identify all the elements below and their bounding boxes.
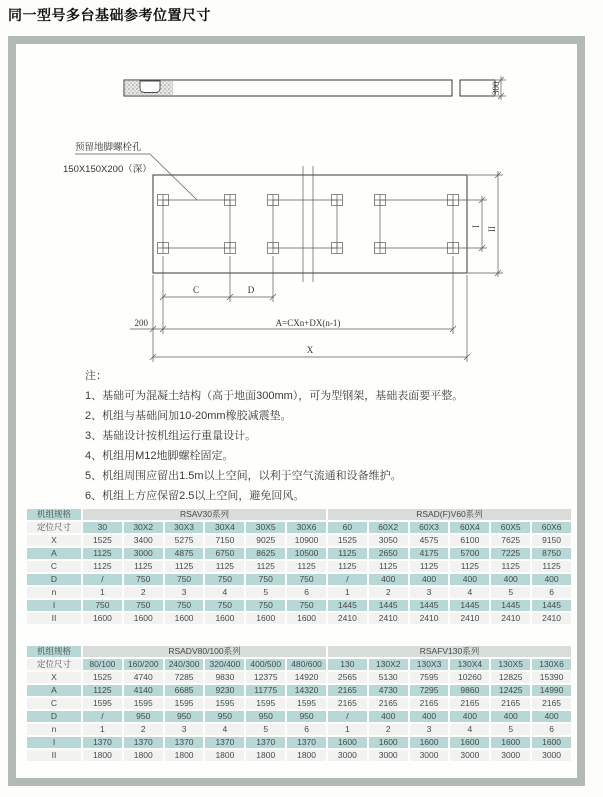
value-cell: 1600	[246, 613, 285, 624]
value-cell: 9230	[205, 685, 244, 696]
value-cell: 2	[369, 724, 408, 735]
dimension-row-A	[27, 685, 571, 696]
value-cell: 1370	[165, 737, 204, 748]
value-cell: 1800	[165, 750, 204, 761]
note-item: 3、基础设计按机组运行重量设计。	[85, 430, 257, 442]
row-label: II	[27, 613, 81, 624]
value-cell: 6	[532, 724, 571, 735]
model-label: 130X4	[450, 659, 489, 670]
dim-I-label: I	[471, 225, 481, 228]
model-label: 60X3	[410, 522, 449, 533]
value-cell: 750	[287, 600, 326, 611]
value-cell: 1800	[287, 750, 326, 761]
dim-II-label: II	[487, 226, 497, 232]
value-cell: 2410	[410, 613, 449, 624]
dim-C-label: C	[192, 285, 200, 295]
value-cell: 2410	[450, 613, 489, 624]
model-label: 60X6	[532, 522, 571, 533]
model-label: 30X5	[246, 522, 285, 533]
value-cell: 14920	[287, 672, 326, 683]
value-cell: 1525	[328, 535, 367, 546]
value-cell: 400	[369, 711, 408, 722]
value-cell: 2410	[369, 613, 408, 624]
value-cell: 1600	[369, 737, 408, 748]
value-cell: 1445	[410, 600, 449, 611]
model-label: 130X3	[410, 659, 449, 670]
model-label: 30X2	[124, 522, 163, 533]
value-cell: 6	[287, 724, 326, 735]
value-cell: 8625	[246, 548, 285, 559]
model-label: 160/200	[124, 659, 163, 670]
value-cell: 4	[450, 587, 489, 598]
value-cell: 4740	[124, 672, 163, 683]
dimension-row-II	[27, 613, 571, 624]
series-name: RSAFV130系列	[328, 646, 571, 657]
corner-label: 机组规格	[27, 646, 81, 657]
value-cell: 1600	[287, 613, 326, 624]
dim-300-label: 300	[491, 81, 501, 95]
value-cell: 4	[205, 724, 244, 735]
value-cell: 5	[491, 724, 530, 735]
value-cell: 750	[165, 574, 204, 585]
note-item: 4、机组用M12地脚螺栓固定。	[85, 450, 234, 462]
value-cell: 1125	[83, 548, 122, 559]
value-cell: 2165	[328, 698, 367, 709]
value-cell: 3	[165, 587, 204, 598]
row-label: n	[27, 724, 81, 735]
value-cell: 4	[205, 587, 244, 598]
value-cell: 1125	[450, 561, 489, 572]
bolt-hole-label-line2: 150X150X200（深）	[63, 164, 152, 175]
series-name: RSAV30系列	[83, 509, 326, 520]
value-cell: 12425	[491, 685, 530, 696]
dimension-row-n	[27, 587, 571, 598]
value-cell: 750	[124, 574, 163, 585]
value-cell: 2410	[328, 613, 367, 624]
page-title: 同一型号多台基础参考位置尺寸	[8, 7, 211, 23]
value-cell: 14320	[287, 685, 326, 696]
value-cell: 1600	[328, 737, 367, 748]
dimension-row-C	[27, 698, 571, 709]
value-cell: 9150	[532, 535, 571, 546]
model-label: 30X4	[205, 522, 244, 533]
dimension-row-I	[27, 600, 571, 611]
value-cell: 1	[83, 587, 122, 598]
value-cell: 3400	[124, 535, 163, 546]
value-cell: 2	[369, 587, 408, 598]
value-cell: 1595	[246, 698, 285, 709]
value-cell: 11775	[246, 685, 285, 696]
value-cell: 1595	[83, 698, 122, 709]
value-cell: 5700	[450, 548, 489, 559]
value-cell: 2165	[369, 698, 408, 709]
dimension-row-II	[27, 750, 571, 761]
value-cell: 1445	[532, 600, 571, 611]
value-cell: 3050	[369, 535, 408, 546]
value-cell: 4575	[410, 535, 449, 546]
row-label: A	[27, 548, 81, 559]
value-cell: 750	[165, 600, 204, 611]
value-cell: 950	[287, 711, 326, 722]
value-cell: 950	[205, 711, 244, 722]
value-cell: 6	[532, 587, 571, 598]
value-cell: 400	[410, 711, 449, 722]
value-cell: /	[328, 574, 367, 585]
model-label: 30X6	[287, 522, 326, 533]
value-cell: 2410	[532, 613, 571, 624]
model-label: 400/500	[246, 659, 285, 670]
model-header-row	[27, 659, 571, 670]
value-cell: 1595	[124, 698, 163, 709]
value-cell: 1800	[124, 750, 163, 761]
corner-label: 机组规格	[27, 509, 81, 520]
value-cell: 1595	[165, 698, 204, 709]
value-cell: 2	[124, 724, 163, 735]
row-label: I	[27, 600, 81, 611]
value-cell: 1125	[165, 561, 204, 572]
value-cell: 1	[83, 724, 122, 735]
value-cell: 1600	[165, 613, 204, 624]
value-cell: 950	[124, 711, 163, 722]
value-cell: 1125	[410, 561, 449, 572]
model-label: 240/300	[165, 659, 204, 670]
value-cell: 1125	[532, 561, 571, 572]
value-cell: 750	[83, 600, 122, 611]
value-cell: 10260	[450, 672, 489, 683]
value-cell: 1125	[83, 561, 122, 572]
row-label: A	[27, 685, 81, 696]
row-header-label: 定位尺寸	[27, 659, 81, 670]
value-cell: 1370	[205, 737, 244, 748]
value-cell: 3000	[450, 750, 489, 761]
value-cell: 1445	[491, 600, 530, 611]
value-cell: 1370	[246, 737, 285, 748]
dimension-row-A	[27, 548, 571, 559]
value-cell: 750	[246, 600, 285, 611]
dimension-row-n	[27, 724, 571, 735]
series-header-row	[27, 646, 571, 657]
row-header-label: 定位尺寸	[27, 522, 81, 533]
value-cell: 2410	[491, 613, 530, 624]
value-cell: 1370	[287, 737, 326, 748]
value-cell: 3000	[369, 750, 408, 761]
dimension-row-I	[27, 737, 571, 748]
value-cell: 4140	[124, 685, 163, 696]
value-cell: 1	[328, 587, 367, 598]
value-cell: 1125	[205, 561, 244, 572]
series-name: RSAD(F)V60系列	[328, 509, 571, 520]
note-item: 5、机组周围应留出1.5m以上空间，以利于空气流通和设备维护。	[85, 470, 402, 482]
dimension-table-2	[25, 644, 573, 763]
value-cell: 400	[532, 711, 571, 722]
value-cell: 1125	[287, 561, 326, 572]
value-cell: 2165	[328, 685, 367, 696]
value-cell: 750	[205, 600, 244, 611]
model-label: 480/600	[287, 659, 326, 670]
value-cell: 3000	[328, 750, 367, 761]
value-cell: 4875	[165, 548, 204, 559]
value-cell: 400	[450, 574, 489, 585]
value-cell: 1600	[410, 737, 449, 748]
value-cell: 400	[532, 574, 571, 585]
model-label: 60X2	[369, 522, 408, 533]
row-label: I	[27, 737, 81, 748]
value-cell: 12375	[246, 672, 285, 683]
value-cell: 4175	[410, 548, 449, 559]
value-cell: /	[83, 574, 122, 585]
value-cell: 2165	[450, 698, 489, 709]
value-cell: 14990	[532, 685, 571, 696]
value-cell: 2165	[532, 698, 571, 709]
row-label: X	[27, 535, 81, 546]
value-cell: 400	[450, 711, 489, 722]
value-cell: 2	[124, 587, 163, 598]
notes-section	[85, 366, 555, 506]
value-cell: 7295	[410, 685, 449, 696]
bolt-hole-label-line1: 预留地脚螺栓孔	[75, 142, 142, 153]
model-label: 130X2	[369, 659, 408, 670]
value-cell: 1445	[369, 600, 408, 611]
value-cell: 2650	[369, 548, 408, 559]
value-cell: 8750	[532, 548, 571, 559]
value-cell: 750	[124, 600, 163, 611]
value-cell: 4	[450, 724, 489, 735]
notes-heading: 注：	[85, 370, 107, 382]
value-cell: 9025	[246, 535, 285, 546]
value-cell: 3000	[124, 548, 163, 559]
value-cell: 1595	[287, 698, 326, 709]
value-cell: 950	[246, 711, 285, 722]
value-cell: 6100	[450, 535, 489, 546]
value-cell: 1370	[124, 737, 163, 748]
value-cell: 400	[491, 574, 530, 585]
value-cell: 1125	[369, 561, 408, 572]
model-header-row	[27, 522, 571, 533]
value-cell: 1800	[205, 750, 244, 761]
value-cell: 1125	[328, 561, 367, 572]
series-header-row	[27, 509, 571, 520]
value-cell: 1600	[205, 613, 244, 624]
value-cell: /	[83, 711, 122, 722]
row-label: II	[27, 750, 81, 761]
model-label: 30	[83, 522, 122, 533]
value-cell: 12825	[491, 672, 530, 683]
value-cell: 1600	[83, 613, 122, 624]
value-cell: 5130	[369, 672, 408, 683]
row-label: X	[27, 672, 81, 683]
model-label: 130X6	[532, 659, 571, 670]
value-cell: 1595	[205, 698, 244, 709]
value-cell: 7225	[491, 548, 530, 559]
value-cell: 10500	[287, 548, 326, 559]
value-cell: 9830	[205, 672, 244, 683]
value-cell: 1125	[328, 548, 367, 559]
value-cell: 7625	[491, 535, 530, 546]
model-label: 320/400	[205, 659, 244, 670]
value-cell: 3	[410, 724, 449, 735]
value-cell: 10900	[287, 535, 326, 546]
row-label: D	[27, 574, 81, 585]
value-cell: 7150	[205, 535, 244, 546]
value-cell: 2565	[328, 672, 367, 683]
value-cell: 2165	[410, 698, 449, 709]
dim-X-label: X	[306, 345, 314, 355]
value-cell: 400	[369, 574, 408, 585]
value-cell: 1600	[532, 737, 571, 748]
value-cell: 6	[287, 587, 326, 598]
value-cell: 15390	[532, 672, 571, 683]
dimension-table-1	[25, 507, 573, 626]
value-cell: 5	[491, 587, 530, 598]
note-item: 2、机组与基础间加10-20mm橡胶减震垫。	[85, 410, 292, 422]
dim-200-label: 200	[134, 318, 148, 328]
value-cell: 1525	[83, 535, 122, 546]
model-label: 60	[328, 522, 367, 533]
dim-D-label: D	[247, 285, 255, 295]
note-item: 1、基础可为混凝土结构（高于地面300mm），可为型钢架，基础表面要平整。	[85, 390, 464, 402]
value-cell: 1445	[328, 600, 367, 611]
value-cell: 400	[491, 711, 530, 722]
series-name: RSADV80/100系列	[83, 646, 326, 657]
value-cell: 750	[205, 574, 244, 585]
value-cell: 6685	[165, 685, 204, 696]
model-label: 130X5	[491, 659, 530, 670]
notes-list	[85, 386, 555, 506]
value-cell: 7285	[165, 672, 204, 683]
value-cell: 1600	[124, 613, 163, 624]
value-cell: 3000	[532, 750, 571, 761]
row-label: n	[27, 587, 81, 598]
value-cell: 7595	[410, 672, 449, 683]
value-cell: 1125	[124, 561, 163, 572]
value-cell: 400	[410, 574, 449, 585]
value-cell: 5	[246, 724, 285, 735]
model-label: 80/100	[83, 659, 122, 670]
value-cell: 3000	[491, 750, 530, 761]
value-cell: 9860	[450, 685, 489, 696]
value-cell: 750	[287, 574, 326, 585]
value-cell: 6750	[205, 548, 244, 559]
value-cell: 4730	[369, 685, 408, 696]
value-cell: 2165	[491, 698, 530, 709]
value-cell: 1525	[83, 672, 122, 683]
dimension-row-D	[27, 711, 571, 722]
value-cell: 3000	[410, 750, 449, 761]
value-cell: 750	[246, 574, 285, 585]
value-cell: 5275	[165, 535, 204, 546]
dim-A-label: A=CXn+DX(n-1)	[275, 318, 341, 328]
value-cell: /	[328, 711, 367, 722]
row-label: C	[27, 561, 81, 572]
model-label: 130	[328, 659, 367, 670]
model-label: 30X3	[165, 522, 204, 533]
model-label: 60X4	[450, 522, 489, 533]
value-cell: 3	[410, 587, 449, 598]
value-cell: 1445	[450, 600, 489, 611]
value-cell: 3	[165, 724, 204, 735]
value-cell: 5	[246, 587, 285, 598]
model-label: 60X5	[491, 522, 530, 533]
dimension-row-D	[27, 574, 571, 585]
value-cell: 1125	[83, 685, 122, 696]
value-cell: 1600	[491, 737, 530, 748]
value-cell: 950	[165, 711, 204, 722]
note-item: 6、机组上方应保留2.5以上空间，避免回风。	[85, 490, 305, 502]
dimension-row-C	[27, 561, 571, 572]
dimension-row-X	[27, 672, 571, 683]
value-cell: 1600	[450, 737, 489, 748]
value-cell: 1370	[83, 737, 122, 748]
value-cell: 1800	[246, 750, 285, 761]
value-cell: 1	[328, 724, 367, 735]
row-label: C	[27, 698, 81, 709]
dimension-row-X	[27, 535, 571, 546]
value-cell: 1800	[83, 750, 122, 761]
row-label: D	[27, 711, 81, 722]
value-cell: 1125	[246, 561, 285, 572]
value-cell: 1125	[491, 561, 530, 572]
